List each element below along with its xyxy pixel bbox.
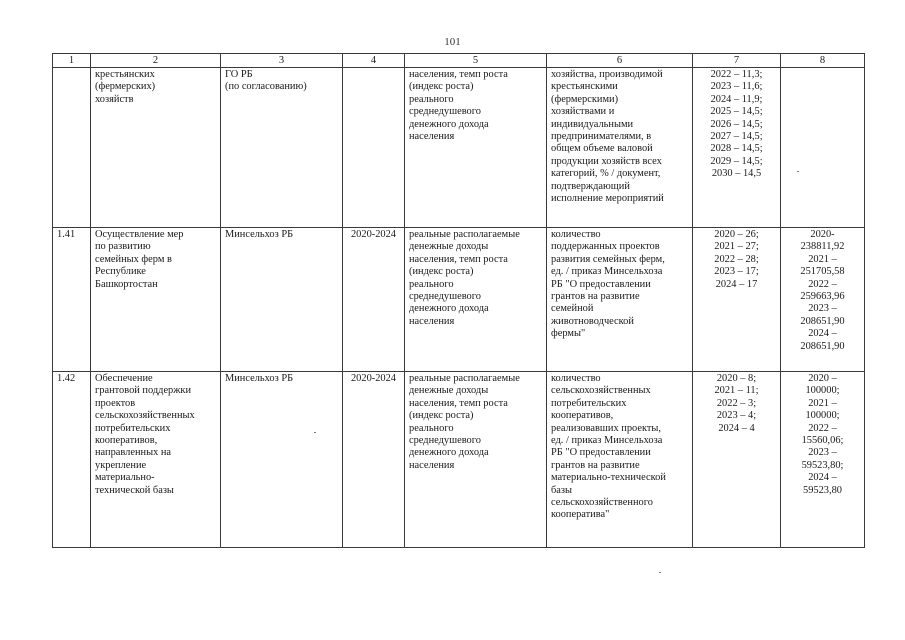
executor-cell: Минсельхоз РБ (221, 228, 343, 372)
executor-cell: ГО РБ (по согласованию) (221, 68, 343, 228)
result-indicator-cell: количество сельскохозяйственных потребительских кооперативов, реализовавших проекты, ед. / приказ Минсельхоза РБ "О предоставлении грантов на развитие материально-технической базы сельскохозяйственного кооператива" (547, 372, 693, 548)
funding-cell: 2020- 238811,92 2021 – 251705,58 2022 – 259663,96 2023 – 208651,90 2024 – 208651,90 (781, 228, 865, 372)
column-header: 4 (343, 54, 405, 68)
funding-cell (781, 68, 865, 228)
scan-speck (797, 171, 799, 172)
table-header-row (53, 54, 865, 68)
indicator-cell: населения, темп роста (индекс роста) реального среднедушевого денежного дохода населения (405, 68, 547, 228)
column-header: 2 (91, 54, 221, 68)
funding-cell: 2020 – 100000; 2021 – 100000; 2022 – 15560,06; 2023 – 59523,80; 2024 – 59523,80 (781, 372, 865, 548)
measure-name-cell: крестьянских (фермерских) хозяйств (91, 68, 221, 228)
document-table (52, 53, 865, 548)
row-number-cell (53, 68, 91, 228)
table-row (53, 68, 865, 228)
column-header: 3 (221, 54, 343, 68)
table-row (53, 372, 865, 548)
row-number-cell: 1.41 (53, 228, 91, 372)
values-cell: 2020 – 8; 2021 – 11; 2022 – 3; 2023 – 4; 2024 – 4 (693, 372, 781, 548)
period-cell: 2020-2024 (343, 228, 405, 372)
values-cell: 2022 – 11,3; 2023 – 11,6; 2024 – 11,9; 2025 – 14,5; 2026 – 14,5; 2027 – 14,5; 2028 – 14,5; 2029 – 14,5; 2030 – 14,5 (693, 68, 781, 228)
values-cell: 2020 – 26; 2021 – 27; 2022 – 28; 2023 – 17; 2024 – 17 (693, 228, 781, 372)
result-indicator-cell: хозяйства, производимой крестьянскими (фермерскими) хозяйствами и индивидуальными предпринимателями, в общем объеме валовой продукции хозяйств всех категорий, % / документ, подтверждающий исполнение мероприятий (547, 68, 693, 228)
executor-cell: Минсельхоз РБ (221, 372, 343, 548)
scan-speck (659, 572, 661, 573)
scan-speck (314, 432, 316, 433)
indicator-cell: реальные располагаемые денежные доходы населения, темп роста (индекс роста) реального среднедушевого денежного дохода населения (405, 372, 547, 548)
period-cell (343, 68, 405, 228)
column-header: 8 (781, 54, 865, 68)
row-number-cell: 1.42 (53, 372, 91, 548)
column-header: 6 (547, 54, 693, 68)
measure-name-cell: Осуществление мер по развитию семейных ферм в Республике Башкортостан (91, 228, 221, 372)
result-indicator-cell: количество поддержанных проектов развития семейных ферм, ед. / приказ Минсельхоза РБ "О предоставлении грантов на развитие семейной животноводческой фермы" (547, 228, 693, 372)
column-header: 1 (53, 54, 91, 68)
indicator-cell: реальные располагаемые денежные доходы населения, темп роста (индекс роста) реального среднедушевого денежного дохода населения (405, 228, 547, 372)
table-row (53, 228, 865, 372)
measure-name-cell: Обеспечение грантовой поддержки проектов сельскохозяйственных потребительских кооперативов, направленных на укрепление материально- технической базы (91, 372, 221, 548)
column-header: 5 (405, 54, 547, 68)
column-header: 7 (693, 54, 781, 68)
period-cell: 2020-2024 (343, 372, 405, 548)
page-number: 101 (444, 36, 461, 48)
